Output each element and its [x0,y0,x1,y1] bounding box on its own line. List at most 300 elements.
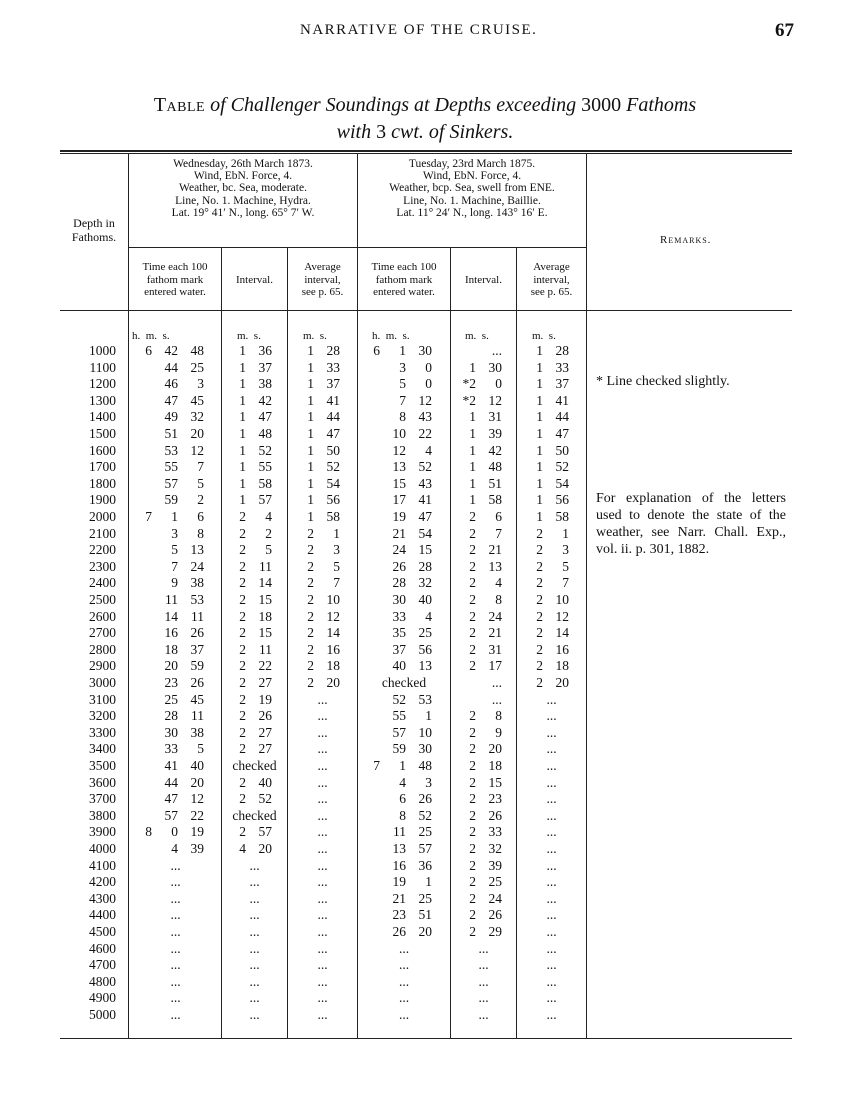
cell-a1m: 2 [307,658,314,674]
cell-a1s: 14 [326,625,340,641]
cell-i1text: ... [249,857,260,873]
cell-t1m: 30 [164,724,178,740]
cell-a2s: 33 [555,359,569,375]
cell-a1m: 2 [307,575,314,591]
cell-a1text: ... [317,973,328,989]
cell-t2s: 25 [418,890,432,906]
units-average-2: m. s. [532,330,556,342]
cell-i2s: ... [491,343,502,358]
cell-i1m: 2 [239,592,246,607]
cell-depth: 1500 [89,426,116,441]
cell-a2s: 20 [555,675,569,690]
table-row [60,725,792,742]
cell-depth: 1900 [89,492,116,508]
interval-col-header-1: Interval. [236,274,273,286]
cell-t2h: 7 [373,758,380,773]
cell-t1text: ... [170,890,181,906]
table-title [0,92,850,146]
cell-depth: 4000 [89,841,116,856]
cell-i2s: 4 [495,575,502,591]
average-col-1-line1: Average [304,261,341,273]
cell-t2s: 1 [425,708,432,724]
cell-t2m: 13 [392,459,406,475]
cell-t1text: ... [170,990,181,1006]
cell-t1s: 2 [197,492,204,508]
cell-depth: 2900 [89,658,116,674]
cell-a2m: 1 [536,475,543,491]
cell-t1m: 9 [171,575,178,591]
cell-t2s: 56 [418,641,432,657]
cell-i2s: 26 [488,807,502,823]
cell-a2text: ... [546,857,557,873]
cell-i1s: 11 [259,641,272,657]
cell-a2s: 10 [555,592,569,607]
cell-i1s: 18 [258,608,272,624]
table-row [60,924,792,941]
cell-a1s: 58 [326,509,340,524]
cell-t2s: 0 [425,359,432,375]
cell-i1text: ... [249,874,260,890]
cell-a2s: 3 [562,542,569,558]
cell-t2s: 54 [418,525,432,541]
cell-i2m: 2 [469,542,476,558]
cell-i2s: 21 [488,625,502,641]
cell-i2text: ... [478,973,489,989]
cell-a1text: ... [317,1007,328,1022]
average-col-1-line2: interval, [304,273,341,286]
cell-i2s: 7 [495,525,502,541]
cell-i1m: 2 [239,558,246,574]
cell-t1s: 59 [190,658,204,674]
cell-t2m: 19 [392,509,406,524]
average-col-2-line1: Average [533,261,570,273]
table-row [60,758,792,775]
cell-a1s: 47 [326,426,340,441]
cell-a1s: 18 [326,658,340,674]
cell-i2s: 24 [488,608,502,624]
cell-i1text: checked [232,758,277,773]
cell-t2m: 40 [392,658,406,674]
cell-i1s: 22 [258,658,272,674]
cell-i1m: 1 [239,426,246,441]
cell-depth: 4400 [89,907,116,923]
cell-t1m: 14 [164,608,178,624]
cell-t2m: 1 [399,343,406,358]
table-row [60,775,792,792]
cell-t1s: 40 [190,758,204,773]
cell-t2s: 52 [418,459,432,475]
cell-t2s: 51 [418,907,432,923]
table-row [60,443,792,460]
cell-t1s: 25 [190,359,204,375]
cell-t1s: 26 [190,625,204,641]
cell-t2m: 5 [399,376,406,392]
cell-a2m: 2 [536,525,543,541]
cell-t1text: ... [170,907,181,923]
cell-a2m: 1 [536,509,543,524]
cell-a2m: 2 [536,575,543,591]
remark-explanation: For explanation of the letters used to denote the state of the weather, see Narr. Chall. Exp., vol. ii. p. 301, 1882. [596,491,786,557]
cell-t2s: 40 [418,592,432,607]
cell-t1m: 16 [164,625,178,641]
cell-a2s: 37 [555,376,569,392]
cell-i1m: 4 [239,841,246,856]
cell-i1text: ... [249,890,260,906]
cell-t2m: 33 [392,608,406,624]
cell-t2s: 52 [418,807,432,823]
cell-a1text: ... [317,874,328,890]
cell-a1m: 1 [307,376,314,392]
cell-a2m: 1 [536,442,543,458]
average-col-header-2 [517,261,586,299]
depth-header [60,216,128,244]
cell-t1s: 5 [197,475,204,491]
cell-depth: 1800 [89,475,116,491]
units-interval-2: m. s. [465,330,489,342]
cell-a2text: ... [546,791,557,807]
cell-a1s: 5 [333,558,340,574]
running-head [0,22,850,46]
cell-t1m: 23 [164,675,178,690]
cell-t1m: 49 [164,409,178,425]
cell-depth: 3000 [89,675,116,690]
cell-i2m: 2 [469,558,476,574]
cell-t1text: ... [170,924,181,939]
cell-a2m: 2 [536,641,543,657]
cell-a2s: 58 [555,509,569,524]
cell-t1s: 37 [190,641,204,657]
table-title-line2 [0,119,850,146]
cell-a2text: ... [546,841,557,856]
table-row [60,858,792,875]
cell-t2m: 35 [392,625,406,641]
cell-depth: 2400 [89,575,116,591]
cell-i2m: 2 [469,758,476,773]
cell-a1text: ... [317,857,328,873]
cell-a2m: 2 [536,625,543,641]
cell-a2text: ... [546,691,557,707]
cell-a2text: ... [546,940,557,956]
table-title-line1 [0,92,850,119]
time-col-2-line1: Time each 100 [371,261,437,273]
cell-i2s: 33 [488,824,502,840]
cell-i2s: 23 [488,791,502,807]
cell-t1s: 5 [197,741,204,757]
cell-t2m: 52 [392,691,406,707]
cell-a1s: 16 [326,641,340,657]
cell-a1text: ... [317,907,328,923]
cell-depth: 1200 [89,376,116,392]
cell-a1s: 3 [333,542,340,558]
cell-a2m: 1 [536,392,543,408]
cell-i1s: 48 [258,426,272,441]
cell-a2s: 16 [555,641,569,657]
cell-i2m: *2 [462,392,476,408]
table-row [60,692,792,709]
table-title-tail: Fathoms [626,94,697,116]
rule-header-bottom [60,310,792,311]
cell-t1m: 0 [171,824,178,840]
cell-a2s: 14 [555,625,569,641]
cell-t1m: 42 [164,343,178,358]
average-col-2-line3: see p. 65. [530,286,573,298]
cell-a2m: 2 [536,675,543,690]
cell-i2s: 51 [488,475,502,491]
cell-t1text: ... [170,857,181,873]
cell-a1text: ... [317,940,328,956]
cell-t1text: ... [170,1007,181,1022]
cell-t2m: 21 [392,890,406,906]
cell-i2s: 32 [488,841,502,856]
rule-bottom [60,1038,792,1039]
cell-depth: 2200 [89,542,116,558]
cell-a2text: ... [546,990,557,1006]
cell-t1m: 47 [164,392,178,408]
cell-a1m: 1 [307,509,314,524]
cell-i1m: 2 [239,708,246,724]
cell-i2s: 39 [488,857,502,873]
cell-i1s: 47 [258,409,272,425]
cell-a1m: 2 [307,675,314,690]
cell-t1h: 8 [145,824,152,840]
cell-i2m: 2 [469,592,476,607]
cell-i1s: 36 [258,343,272,358]
depth-header-line1: Depth in [73,216,115,230]
cell-i1m: 2 [239,542,246,558]
cell-i1s: 37 [258,359,272,375]
cell-a1m: 2 [307,608,314,624]
units-time-1: h. m. s. [132,330,170,342]
cell-t2m: 6 [399,791,406,807]
cell-a2s: 44 [555,409,569,425]
cell-t1m: 59 [164,492,178,508]
cell-depth: 3100 [89,691,116,707]
cell-depth: 1700 [89,459,116,475]
remarks-header: Remarks. [660,234,712,246]
cell-t1m: 7 [171,558,178,574]
cell-a1m: 1 [307,459,314,475]
cell-a2s: 28 [555,343,569,358]
cell-a1m: 1 [307,475,314,491]
cell-i2s: 30 [488,359,502,375]
sounding2-date: Tuesday, 23rd March 1875. [408,158,536,170]
cell-t2text: ... [398,990,410,1006]
table-row [60,625,792,642]
cell-t1s: 11 [191,608,204,624]
cell-i2s: 26 [488,907,502,923]
cell-t1s: 7 [197,459,204,475]
cell-a1s: 44 [326,409,340,425]
cell-t2m: 21 [392,525,406,541]
cell-a2m: 1 [536,426,543,441]
cell-i1s: 55 [258,459,272,475]
cell-i2m: 2 [469,708,476,724]
cell-i2m: 2 [469,857,476,873]
cell-i2s: 8 [495,708,502,724]
cell-t2m: 4 [399,774,406,790]
cell-t2s: 12 [418,392,432,408]
cell-a1s: 37 [326,376,340,392]
cell-t2s: 4 [425,442,432,458]
cell-i1s: 57 [258,492,272,508]
cell-i2s: ... [491,691,502,707]
cell-i1m: 1 [239,475,246,491]
cell-t2s: 53 [418,691,432,707]
cell-depth: 2300 [89,558,116,574]
cell-a1text: ... [317,774,328,790]
cell-a2s: 1 [562,525,569,541]
cell-t1s: 12 [190,442,204,458]
cell-t1m: 46 [164,376,178,392]
cell-t1s: 39 [190,841,204,856]
cell-i1m: 2 [239,791,246,807]
cell-t2s: 43 [418,409,432,425]
time-col-1-line1: Time each 100 [142,261,208,273]
average-col-header-1 [288,261,357,299]
cell-depth: 1300 [89,392,116,408]
cell-t1s: 24 [190,558,204,574]
sounding1-position: Lat. 19° 41′ N., long. 65° 7′ W. [171,206,315,219]
cell-i2m: 2 [469,874,476,890]
cell-i1m: 2 [239,658,246,674]
cell-a1m: 1 [307,492,314,508]
cell-t2s: 48 [418,758,432,773]
cell-t2s: 30 [418,343,432,358]
cell-t2s: 1 [425,874,432,890]
cell-i1s: 27 [258,675,272,690]
cell-a2s: 18 [555,658,569,674]
cell-i2m: 2 [469,575,476,591]
cell-t1m: 18 [164,641,178,657]
cell-a2m: 1 [536,409,543,425]
cell-i1text: ... [249,907,260,923]
cell-a2m: 2 [536,542,543,558]
cell-t2s: 4 [425,608,432,624]
cell-i1m: 1 [239,442,246,458]
sounding1-date: Wednesday, 26th March 1873. [173,158,313,170]
rule-top-inner [60,153,792,154]
cell-depth: 4700 [89,957,116,973]
cell-t2m: 24 [392,542,406,558]
cell-t1s: 26 [190,675,204,690]
time-col-2-line3: entered water. [373,286,435,298]
soundings-table [60,150,792,1040]
cell-a1m: 1 [307,359,314,375]
cell-t1s: 48 [190,343,204,358]
cell-i1m: 1 [239,343,246,358]
cell-t1s: 12 [190,791,204,807]
cell-a1text: ... [317,708,328,724]
cell-a1s: 41 [326,392,340,408]
cell-i1s: 11 [259,558,272,574]
cell-i2s: 42 [488,442,502,458]
cell-t1s: 6 [197,509,204,524]
cell-depth: 4300 [89,890,116,906]
cell-a2s: 41 [555,392,569,408]
cell-t1m: 25 [164,691,178,707]
cell-t1s: 8 [197,525,204,541]
cell-t2s: 47 [418,509,432,524]
sounding2-position: Lat. 11° 24′ N., long. 143° 16′ E. [396,206,548,219]
units-interval-1: m. s. [237,330,261,342]
cell-i1m: 2 [239,608,246,624]
cell-t2s: 15 [418,542,432,558]
cell-i2s: 17 [488,658,502,674]
cell-a2text: ... [546,890,557,906]
cell-a2m: 2 [536,658,543,674]
cell-i1s: 4 [265,509,272,524]
table-row [60,575,792,592]
cell-i1m: 2 [239,741,246,757]
cell-a1s: 7 [333,575,340,591]
cell-a2s: 54 [555,475,569,491]
cell-a2s: 50 [555,442,569,458]
cell-a1s: 20 [326,675,340,690]
cell-i2m: 1 [469,459,476,475]
cell-depth: 5000 [89,1007,116,1022]
cell-i2s: 0 [495,376,502,392]
cell-t2m: 3 [399,359,406,375]
cell-i2m: 1 [469,409,476,425]
cell-a2text: ... [546,724,557,740]
cell-t1s: 20 [190,774,204,790]
cell-a2text: ... [546,874,557,890]
cell-i1m: 1 [239,392,246,408]
cell-i2m: 2 [469,841,476,856]
table-title-line2-num: 3 [376,121,387,143]
cell-i1m: 2 [239,824,246,840]
cell-a1m: 1 [307,426,314,441]
cell-a1text: ... [317,807,328,823]
cell-i1s: 5 [265,542,272,558]
cell-t2text: ... [398,957,410,973]
cell-t1s: 11 [191,708,204,724]
sounding2-line: Line, No. 1. Machine, Baillie. [403,194,541,207]
cell-t1m: 41 [164,758,178,773]
table-row [60,891,792,908]
cell-depth: 2000 [89,509,116,524]
cell-t2text: ... [398,1007,410,1022]
cell-t2m: 26 [392,924,406,939]
cell-a2text: ... [546,758,557,773]
cell-a2m: 2 [536,608,543,624]
sounding2-weather: Weather, bcp. Sea, swell from ENE. [389,182,555,195]
cell-a2text: ... [546,774,557,790]
cell-depth: 1100 [89,359,116,375]
cell-i2s: 12 [488,392,502,408]
cell-t2s: 3 [425,774,432,790]
cell-t2m: 10 [392,426,406,441]
cell-t1text: ... [170,874,181,890]
cell-i2s: 21 [488,542,502,558]
table-row [60,907,792,924]
cell-i1s: 42 [258,392,272,408]
cell-t1text: ... [170,957,181,973]
table-row [60,426,792,443]
cell-i1m: 2 [239,525,246,541]
cell-t2m: 28 [392,575,406,591]
cell-i2s: 24 [488,890,502,906]
cell-a2m: 1 [536,359,543,375]
cell-t1m: 57 [164,475,178,491]
time-col-header-1 [129,261,221,299]
cell-i1s: 14 [258,575,272,591]
cell-i2m: 2 [469,807,476,823]
cell-i1m: 2 [239,691,246,707]
cell-i1text: checked [232,807,277,823]
cell-t1s: 45 [190,392,204,408]
cell-a2s: 7 [562,575,569,591]
